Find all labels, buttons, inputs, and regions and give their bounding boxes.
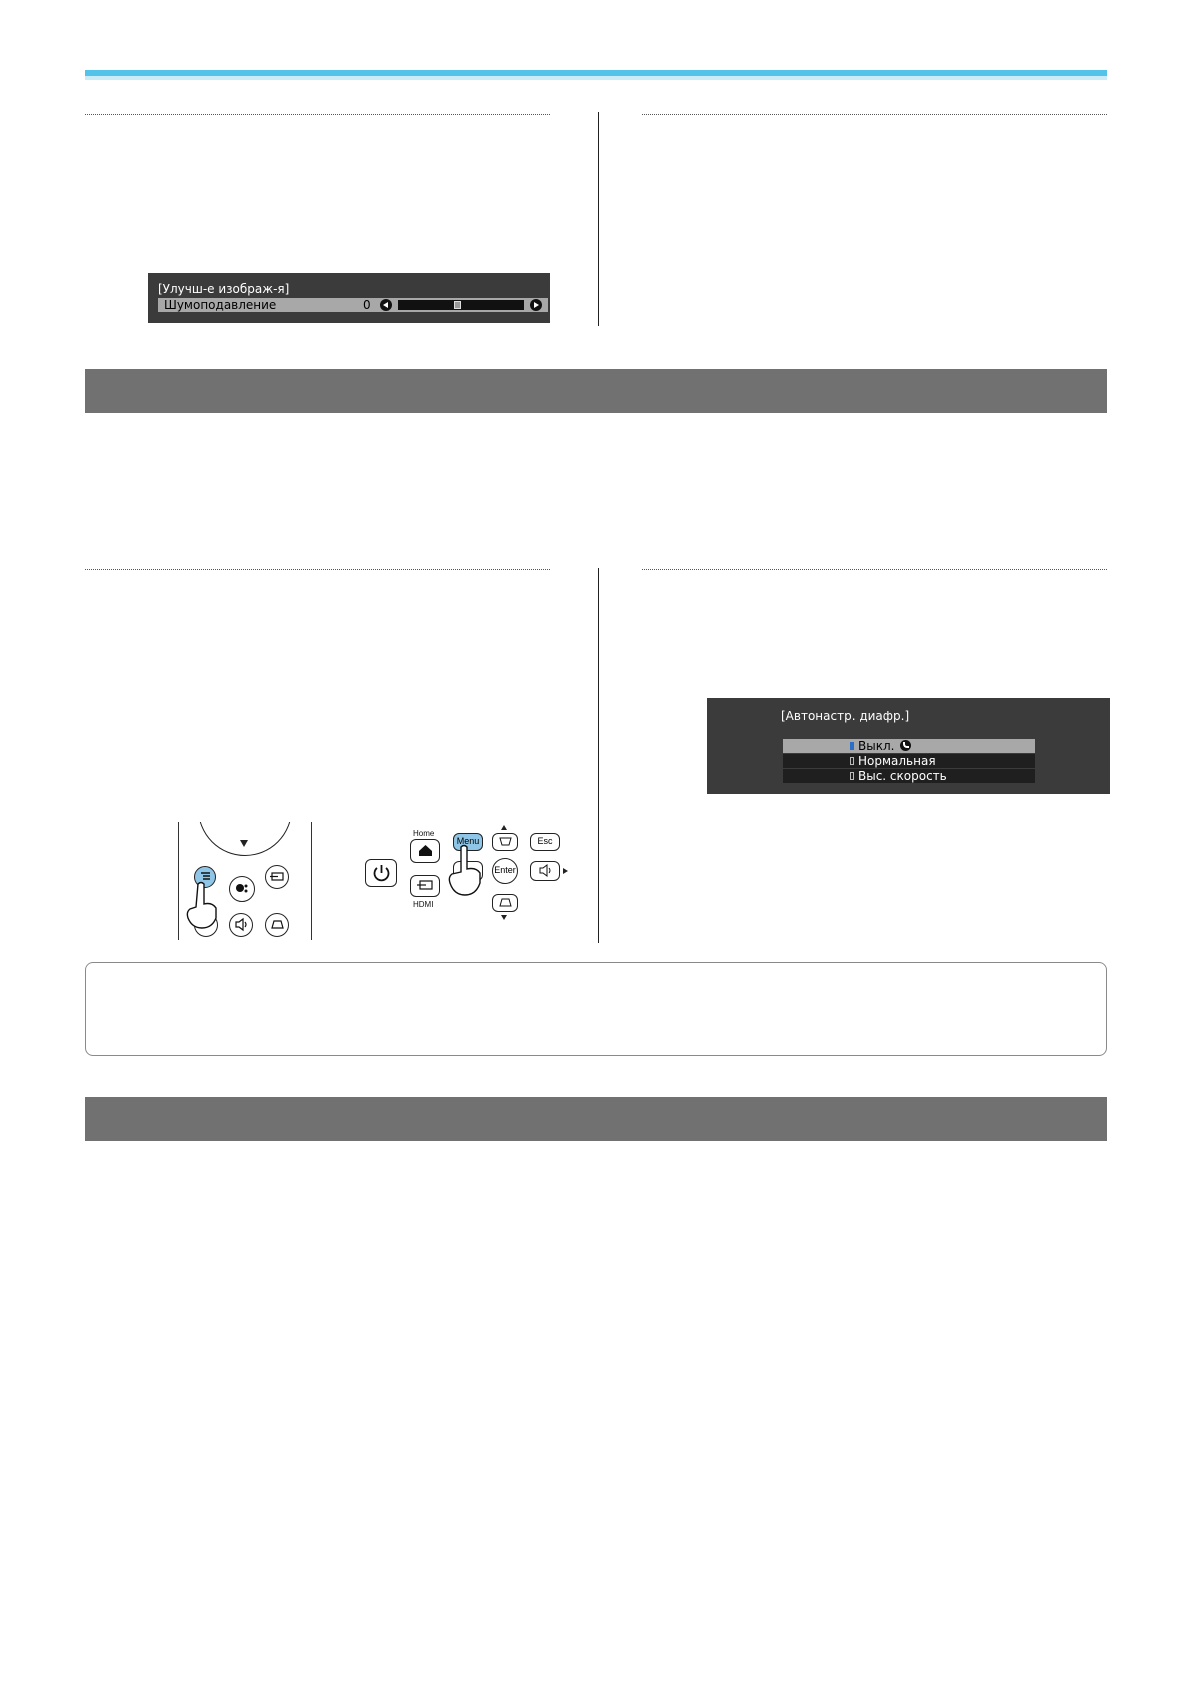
volume-button[interactable] (229, 913, 253, 937)
dotted-divider (85, 569, 550, 570)
home-button[interactable] (410, 839, 440, 863)
radio-icon (850, 772, 854, 780)
speaker-icon (231, 914, 252, 935)
arrow-right-icon (563, 868, 568, 874)
keystone-icon (494, 895, 517, 910)
dotted-divider (85, 114, 550, 115)
hdmi-source-button[interactable] (410, 875, 440, 897)
slider-thumb[interactable] (454, 301, 461, 309)
osd-title: [Автонастр. диафр.] (781, 709, 910, 723)
speaker-icon (532, 862, 559, 879)
noise-reduction-osd (148, 273, 550, 323)
menu-label: Menu (456, 836, 480, 846)
arrow-left-icon[interactable] (380, 299, 392, 311)
power-button[interactable] (365, 859, 397, 887)
auto-iris-option[interactable] (783, 769, 1035, 783)
keystone-down-button[interactable] (492, 894, 518, 912)
note-box (85, 962, 1107, 1056)
check-icon (900, 740, 911, 751)
enter-label: Enter (494, 865, 516, 875)
source-button[interactable] (265, 865, 289, 889)
volume-up-button[interactable] (530, 861, 560, 881)
section-header-bar (85, 1097, 1107, 1141)
arrow-right-icon[interactable] (530, 299, 542, 311)
osd-title: [Улучш-е изображ-я] (158, 282, 290, 296)
dotted-divider (642, 569, 1107, 570)
home-icon (412, 840, 439, 861)
home-label: Home (413, 829, 435, 838)
assistant-icon (231, 877, 254, 900)
keystone-button[interactable] (265, 913, 289, 937)
keystone-icon (494, 834, 517, 849)
pointing-hand-icon (184, 880, 220, 930)
arrow-down-icon (240, 840, 248, 847)
keystone-icon (267, 914, 288, 935)
noise-reduction-value: 0 (363, 298, 371, 312)
radio-icon (850, 757, 854, 765)
arrow-up-icon (501, 825, 507, 830)
section-header-bar (85, 369, 1107, 413)
assistant-button[interactable] (229, 876, 255, 902)
column-divider (598, 568, 599, 943)
noise-reduction-label: Шумоподавление (164, 298, 277, 312)
auto-iris-option-label: Выкл. (858, 739, 895, 753)
auto-iris-option[interactable] (783, 754, 1035, 768)
keystone-up-button[interactable] (492, 833, 518, 851)
header-accent-rule (85, 70, 1107, 76)
dotted-divider (642, 114, 1107, 115)
pointing-hand-icon (445, 843, 485, 899)
remote-control-illustration (178, 822, 313, 940)
auto-iris-option[interactable] (783, 739, 1035, 753)
noise-reduction-row[interactable] (158, 298, 548, 312)
esc-button[interactable] (530, 833, 560, 851)
dpad-ring[interactable] (198, 822, 292, 856)
noise-reduction-slider[interactable] (398, 300, 524, 310)
hdmi-label: HDMI (413, 900, 434, 909)
control-panel-illustration (365, 825, 580, 940)
column-divider (598, 112, 599, 326)
power-icon (367, 860, 396, 885)
arrow-down-icon (501, 915, 507, 920)
auto-iris-option-label: Нормальная (858, 754, 936, 768)
source-icon (267, 866, 288, 887)
enter-button[interactable] (492, 858, 518, 884)
radio-icon (850, 742, 854, 750)
source-icon (412, 876, 439, 895)
auto-iris-osd (707, 698, 1110, 794)
auto-iris-option-label: Выс. скорость (858, 769, 947, 783)
esc-label: Esc (537, 836, 553, 846)
